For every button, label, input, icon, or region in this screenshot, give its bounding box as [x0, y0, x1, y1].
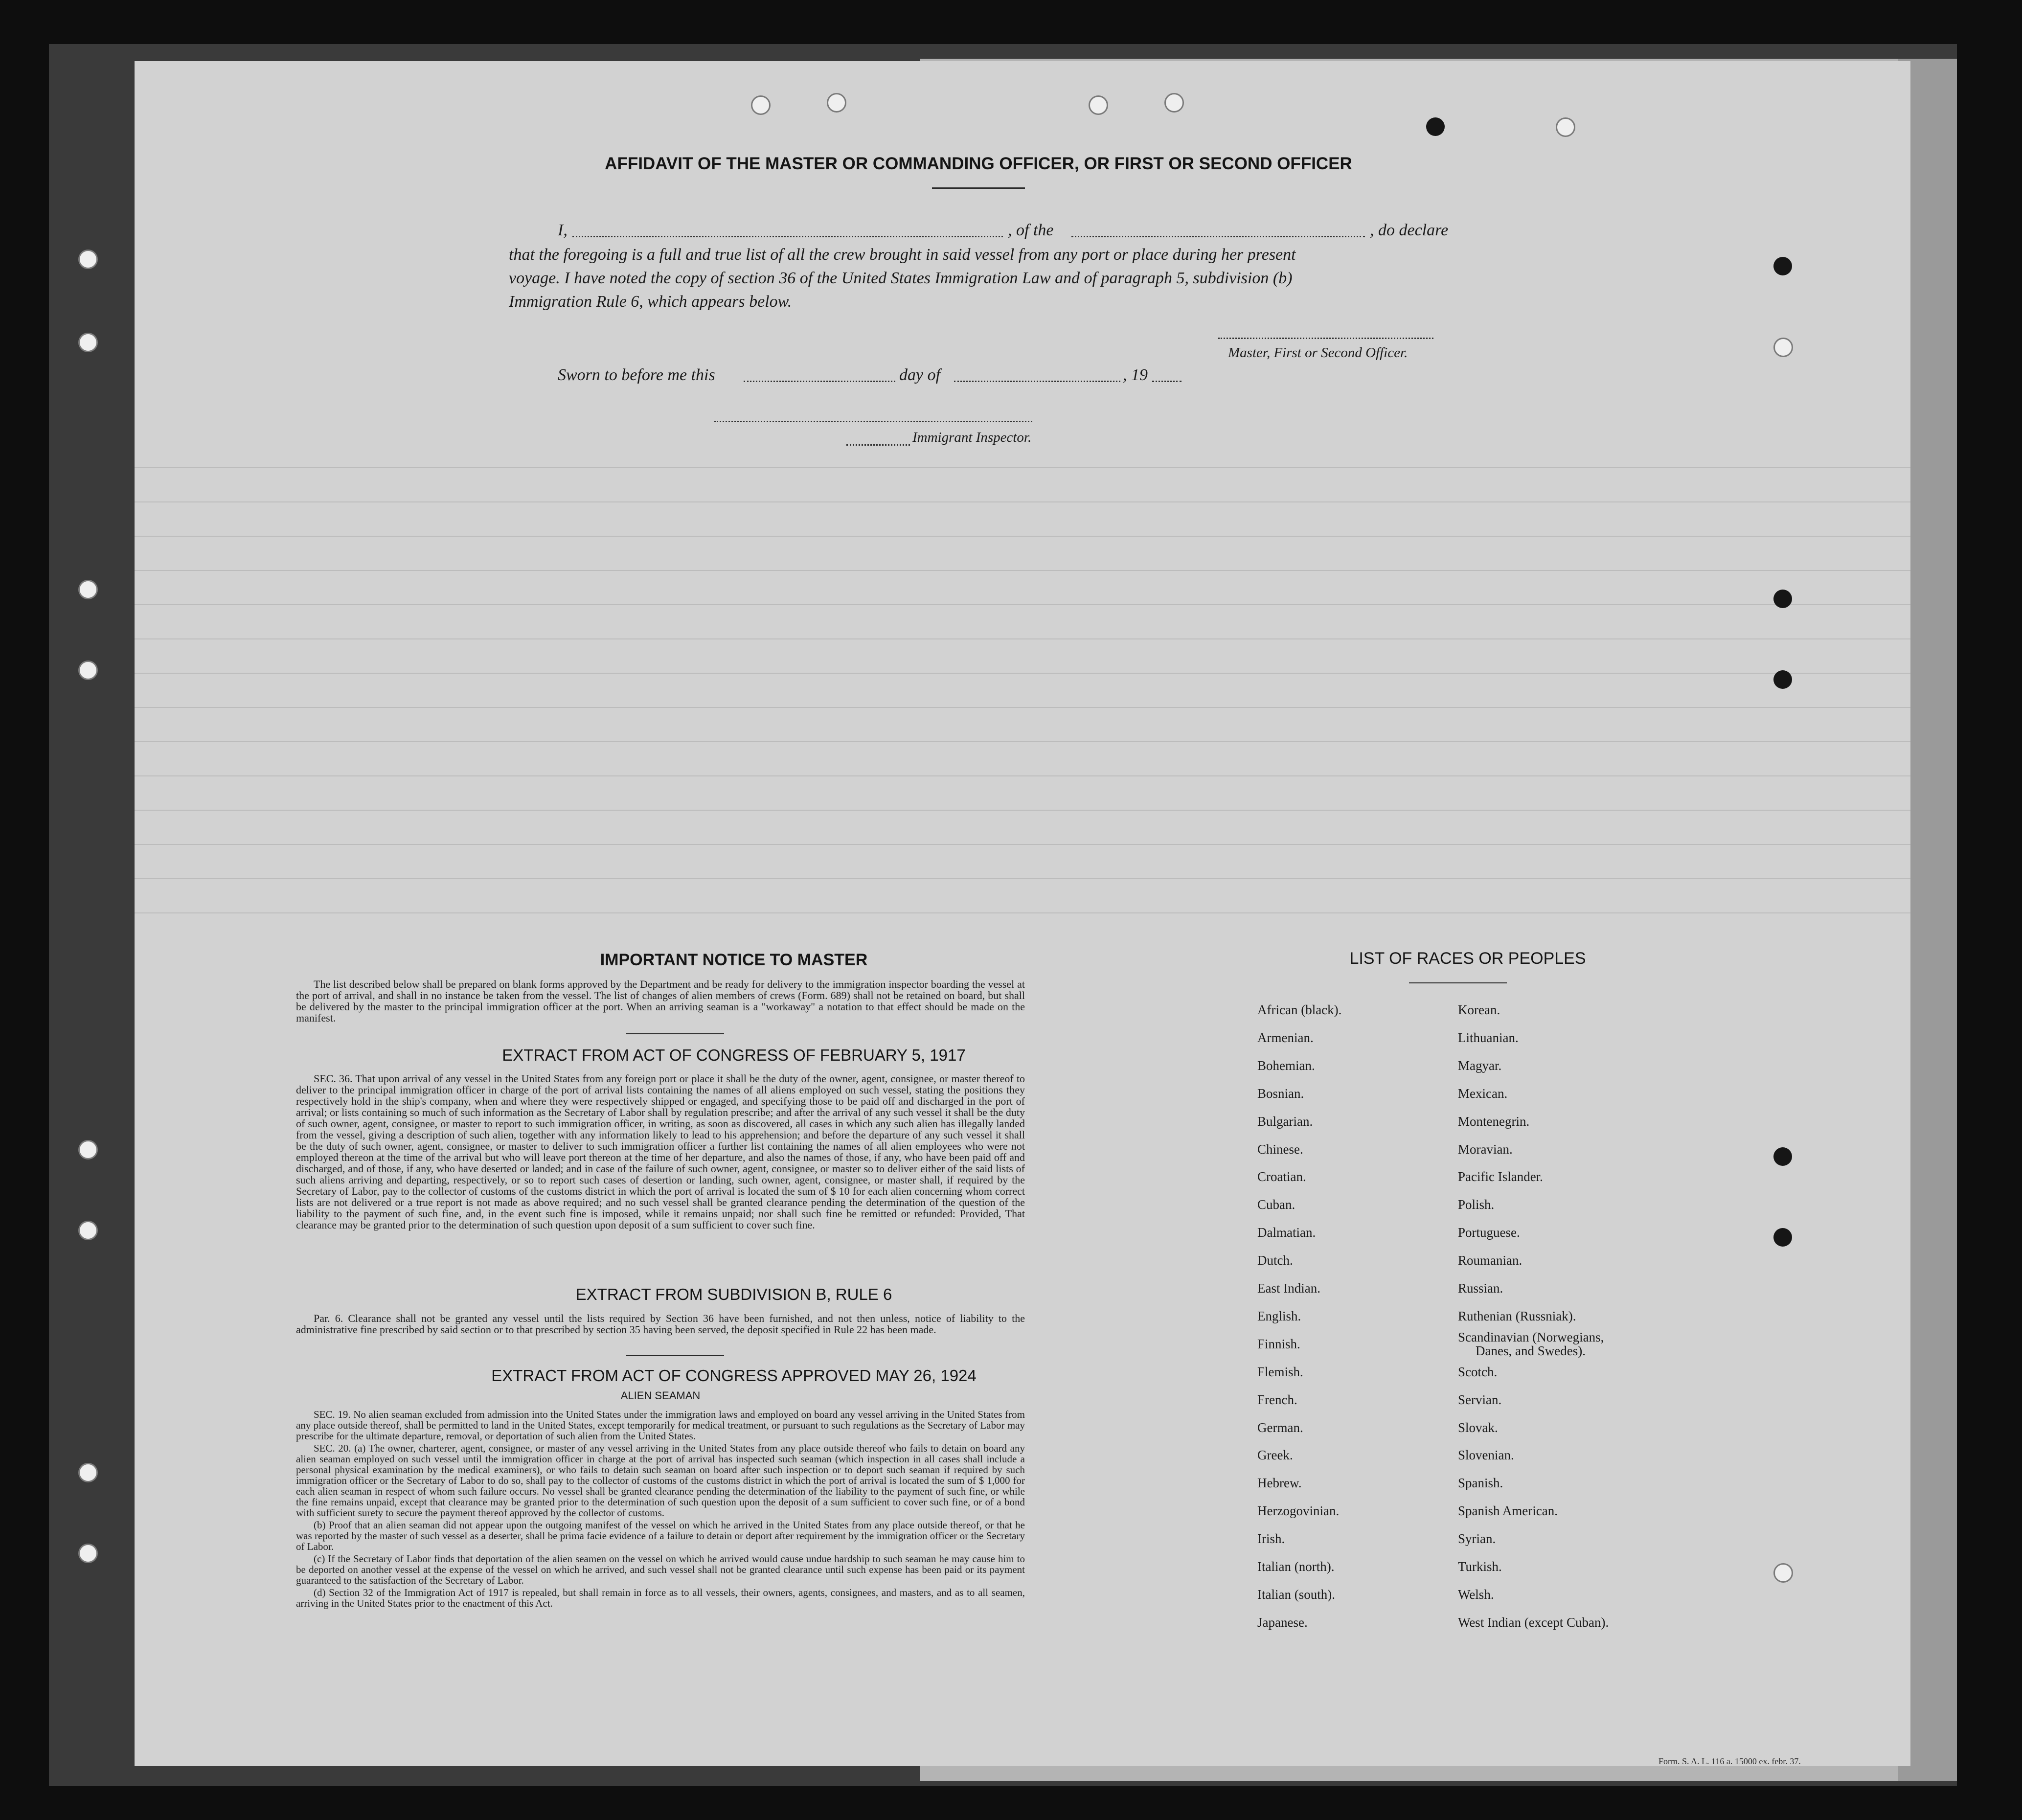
race-item: Bohemian. [1257, 1058, 1315, 1073]
extract-1917-paragraph [296, 1073, 1025, 1232]
punch-hole [78, 333, 98, 352]
race-item: Flemish. [1257, 1364, 1303, 1379]
race-item: Polish. [1458, 1197, 1495, 1212]
race-item: Danes, and Swedes). [1476, 1343, 1586, 1358]
punch-hole [751, 95, 771, 115]
bleed-through-line [135, 467, 1910, 468]
race-item: English. [1257, 1308, 1301, 1323]
race-item: Chinese. [1257, 1141, 1303, 1157]
sec20c-text: (c) If the Secretary of Labor finds that deportation of the alien seamen on the vessel on which he arrived would cause undue hardship to such seaman he may cause him to be deported on another vessel at the expense of the vessel on which he arrived, and such vessel shall not be granted clearance until such expense has been paid or its payment guaranteed to the satisfaction of the Secretary of Labor. [296, 1553, 1025, 1586]
inspector-signature-field[interactable] [714, 406, 1032, 425]
bleed-through-line [135, 810, 1910, 811]
bleed-through-line [135, 741, 1910, 742]
section-divider [626, 1033, 724, 1034]
extract-1924-paragraph [296, 1409, 1025, 1610]
race-item: Ruthenian (Russniak). [1458, 1308, 1576, 1323]
section-divider [626, 1355, 724, 1356]
bleed-through-line [135, 673, 1910, 674]
bleed-through-line [135, 844, 1910, 845]
punch-hole [78, 580, 98, 599]
punch-hole [78, 250, 98, 269]
sec20b-text: (b) Proof that an alien seaman did not appear upon the outgoing manifest of the vessel on which he arrived in the United States from any place outside thereof, or that he was reported by the master of such vessel as a deserter, shall be prima facie evidence of a failure to detain or deport after requirement by the immigration officer or the Secretary of Labor. [296, 1519, 1025, 1552]
punch-hole [78, 1140, 98, 1160]
sec20a-text: SEC. 20. (a) The owner, charterer, agent, consignee, or master of any vessel arriving in the United States from any place outside thereof who fails to detain on board any alien seaman employed on such vessel until the immigration officer in charge at the port of arrival has inspected such seaman (which inspection in all cases shall include a personal physical examination by the medical examiners), or who fails to detain such seaman on board after such inspection or to deport such seaman if required by such immigration officer or the Secretary of Labor to do so, shall pay to the collector of customs of the customs district in which the port of arrival is located the sum of $ 1,000 for each alien seaman in respect of whom such failure occurs. No vessel shall be granted clearance pending the determination of the liability to the payment of such fine, or while the fine remains unpaid, except that clearance may be granted prior to the determination of such question upon the deposit of a sum sufficient to cover such fine, or of a bond with sufficient surety to secure the payment thereof approved by the collector of customs. [296, 1442, 1025, 1519]
punch-hole [1773, 1563, 1793, 1583]
bleed-through-line [135, 638, 1910, 639]
form-number: Form. S. A. L. 116 a. 15000 ex. febr. 37. [1658, 1756, 1801, 1766]
affidavit-title: AFFIDAVIT OF THE MASTER OR COMMANDING OFFICER, OR FIRST OR SECOND OFFICER [605, 154, 1352, 173]
notice-paragraph [296, 978, 1025, 1025]
year-label: , 19 [1123, 366, 1148, 384]
sec20d-text: (d) Section 32 of the Immigration Act of 1917 is repealed, but shall remain in force as to all vessels, their owners, agents, consignees, and masters, and as to all seamen, arriving in the United States prior to the enactment of this Act. [296, 1587, 1025, 1609]
race-item: Dalmatian. [1257, 1225, 1316, 1240]
race-item: Finnish. [1257, 1336, 1300, 1351]
bleed-through-line [135, 536, 1910, 537]
race-item: Servian. [1458, 1392, 1502, 1407]
race-item: Lithuanian. [1458, 1030, 1519, 1045]
notice-title: IMPORTANT NOTICE TO MASTER [600, 951, 868, 969]
extract-1924-title: EXTRACT FROM ACT OF CONGRESS APPROVED MAY 26, 1924 [491, 1366, 977, 1385]
punch-hole [1426, 117, 1445, 136]
races-divider [1409, 982, 1507, 983]
punch-hole [1089, 95, 1108, 115]
race-item: Armenian. [1257, 1030, 1314, 1045]
bleed-through-line [135, 604, 1910, 605]
do-declare-label: , do declare [1370, 221, 1449, 239]
race-item: Italian (north). [1257, 1559, 1335, 1574]
race-item: West Indian (except Cuban). [1458, 1615, 1609, 1630]
punch-hole [78, 1544, 98, 1563]
race-item: Spanish American. [1458, 1503, 1558, 1519]
race-item: Russian. [1458, 1281, 1503, 1296]
sworn-month-field[interactable] [954, 366, 1120, 385]
race-item: Herzogovinian. [1257, 1503, 1340, 1519]
race-item: Italian (south). [1257, 1587, 1335, 1602]
inspector-dots [846, 430, 910, 448]
race-item: German. [1257, 1420, 1303, 1435]
race-item: Portuguese. [1458, 1225, 1520, 1240]
extract-1917-title: EXTRACT FROM ACT OF CONGRESS OF FEBRUARY 5, 1917 [502, 1046, 966, 1064]
race-item: Greek. [1257, 1448, 1293, 1463]
punch-hole [1773, 338, 1793, 357]
race-item: Slovak. [1458, 1420, 1498, 1435]
race-item: Syrian. [1458, 1531, 1496, 1547]
punch-hole [1773, 1228, 1792, 1247]
race-item: French. [1257, 1392, 1297, 1407]
punch-hole [78, 660, 98, 680]
affidavit-line-2: that the foregoing is a full and true list of all the crew brought in said vessel from any port or place during her present [509, 246, 1296, 264]
race-item: Bulgarian. [1257, 1114, 1313, 1129]
punch-hole [827, 93, 846, 113]
bleed-through-line [135, 878, 1910, 879]
punch-hole [1164, 93, 1184, 113]
affidavit-line-4: Immigration Rule 6, which appears below. [509, 293, 792, 311]
race-item: Slovenian. [1458, 1448, 1514, 1463]
sworn-day-field[interactable] [744, 366, 895, 385]
master-signature-field[interactable] [1218, 323, 1433, 341]
races-title: LIST OF RACES OR PEOPLES [1349, 949, 1586, 968]
bleed-through-line [135, 707, 1910, 708]
race-item: Korean. [1458, 1002, 1500, 1017]
sworn-year-field[interactable] [1152, 366, 1181, 385]
declarant-name-field[interactable] [572, 221, 1003, 240]
notice-text: The list described below shall be prepared on blank forms approved by the Department and be ready for delivery to the immigration inspector boarding the vessel at the port of arrival, and shall in no instance be taken from the vessel. The list of changes of alien members of crews (Form. 689) shall not be retained on board, but shall be delivered by the master to the principal immigration officer at the port. When an arriving seaman is a "workaway" a notation to that effect should be made on the manifest. [296, 978, 1025, 1024]
race-item: Spanish. [1458, 1476, 1503, 1491]
race-item: East Indian. [1257, 1281, 1320, 1296]
race-item: Magyar. [1458, 1058, 1502, 1073]
race-item: Montenegrin. [1458, 1114, 1530, 1129]
declarant-label: I, [558, 221, 568, 239]
title-divider [932, 187, 1025, 189]
race-item: Croatian. [1257, 1169, 1306, 1184]
race-item: Cuban. [1257, 1197, 1295, 1212]
race-item: Mexican. [1458, 1086, 1508, 1101]
race-item: Dutch. [1257, 1253, 1293, 1268]
vessel-name-field[interactable] [1071, 221, 1365, 240]
race-item: Moravian. [1458, 1141, 1513, 1157]
bleed-through-line [135, 570, 1910, 571]
section-36-text: SEC. 36. That upon arrival of any vessel in the United States from any foreign port or place it shall be the duty of the owner, agent, consignee, or master thereof to deliver to the principal immigration officer in charge of the port of arrival lists containing the names of all aliens employed on such vessel, stating the positions they respectively hold in the ship's company, when and where they were respectively shipped or engaged, and specifying those to be paid off and discharged in the port of arrival; or lists containing so much of such information as the Secretary of Labor shall by regulation prescribe; and after the arrival of any such vessel it shall be the duty of such owner, agent, consignee, or master to report to such immigration officer, in writing, as soon as discovered, all cases in which any such alien has illegally landed from the vessel, giving a description of such alien, together with any information likely to lead to his apprehension; and before the departure of any such vessel it shall be the duty of such owner, agent, consignee, or master to deliver to such immigration officer a further list containing the names of all alien employees who were not employed thereon at the time of the arrival but who will leave port thereon at the time of her departure, and also the names of those, if any, who have been paid off and discharged, and of those, if any, who have deserted or landed; and in case of the failure of such owner, agent, consignee, or master so to deliver either of the said lists of such aliens arriving and departing, respectively, or so to report such cases of desertion or landing, such owner, agent, consignee, or master shall, if required by the Secretary of Labor, pay to the collector of customs of the customs district in which the port of arrival is located the sum of $ 10 for each alien concerning whom correct lists are not delivered or a true report is not made as above required; and no such vessel shall be granted clearance pending the determination of the question of the liability to the payment of such fine, and, in the event such fine is imposed, while it remains unpaid; nor shall such fine be remitted or refunded: Provided, That clearance may be granted prior to the determination of such question upon deposit of a sum sufficient to cover such fine. [296, 1072, 1025, 1231]
race-item: Irish. [1257, 1531, 1285, 1547]
punch-hole [78, 1221, 98, 1240]
race-item: Bosnian. [1257, 1086, 1304, 1101]
sec19-text: SEC. 19. No alien seaman excluded from admission into the United States under the immigration laws and employed on board any vessel arriving in the United States from any place outside thereof, shall be permitted to land in the United States, except temporarily for medical treatment, or pursuant to such regulations as the Secretary of Labor may prescribe for the ultimate departure, removal, or deportation of such alien from the United States. [296, 1409, 1025, 1442]
bleed-through-line [135, 775, 1910, 776]
punch-hole [1773, 257, 1792, 275]
day-of-label: day of [899, 366, 941, 384]
race-item: African (black). [1257, 1002, 1342, 1017]
punch-hole [1773, 590, 1792, 608]
race-item: Turkish. [1458, 1559, 1502, 1574]
punch-hole [78, 1463, 98, 1482]
affidavit-line-3: voyage. I have noted the copy of section 36 of the United States Immigration Law and of paragraph 5, subdivision (b) [509, 269, 1293, 287]
race-item: Scandinavian (Norwegians, [1458, 1329, 1604, 1344]
bleed-through-line [135, 501, 1910, 502]
inspector-label: Immigrant Inspector. [912, 430, 1032, 445]
rule6-text: Par. 6. Clearance shall not be granted any vessel until the lists required by Section 36 have been furnished, and not then unless, notice of liability to the administrative fine prescribed by said section or to that prescribed by section 35 having been served, the deposit specified in Rule 22 has been made. [296, 1312, 1025, 1336]
bleed-through-line [135, 912, 1910, 913]
punch-hole [1773, 670, 1792, 689]
race-item: Roumanian. [1458, 1253, 1522, 1268]
race-item: Pacific Islander. [1458, 1169, 1543, 1184]
race-item: Japanese. [1257, 1615, 1308, 1630]
punch-hole [1773, 1147, 1792, 1166]
extract-rule6-title: EXTRACT FROM SUBDIVISION B, RULE 6 [575, 1285, 892, 1303]
extract-rule6-paragraph [296, 1313, 1025, 1337]
master-signature-label: Master, First or Second Officer. [1228, 345, 1408, 361]
punch-hole [1556, 117, 1575, 137]
sworn-label: Sworn to before me this [558, 366, 715, 384]
race-item: Hebrew. [1257, 1476, 1302, 1491]
race-item: Welsh. [1458, 1587, 1494, 1602]
alien-seaman-subtitle: ALIEN SEAMAN [620, 1389, 701, 1402]
of-the-label: , of the [1008, 221, 1054, 239]
race-item: Scotch. [1458, 1364, 1498, 1379]
